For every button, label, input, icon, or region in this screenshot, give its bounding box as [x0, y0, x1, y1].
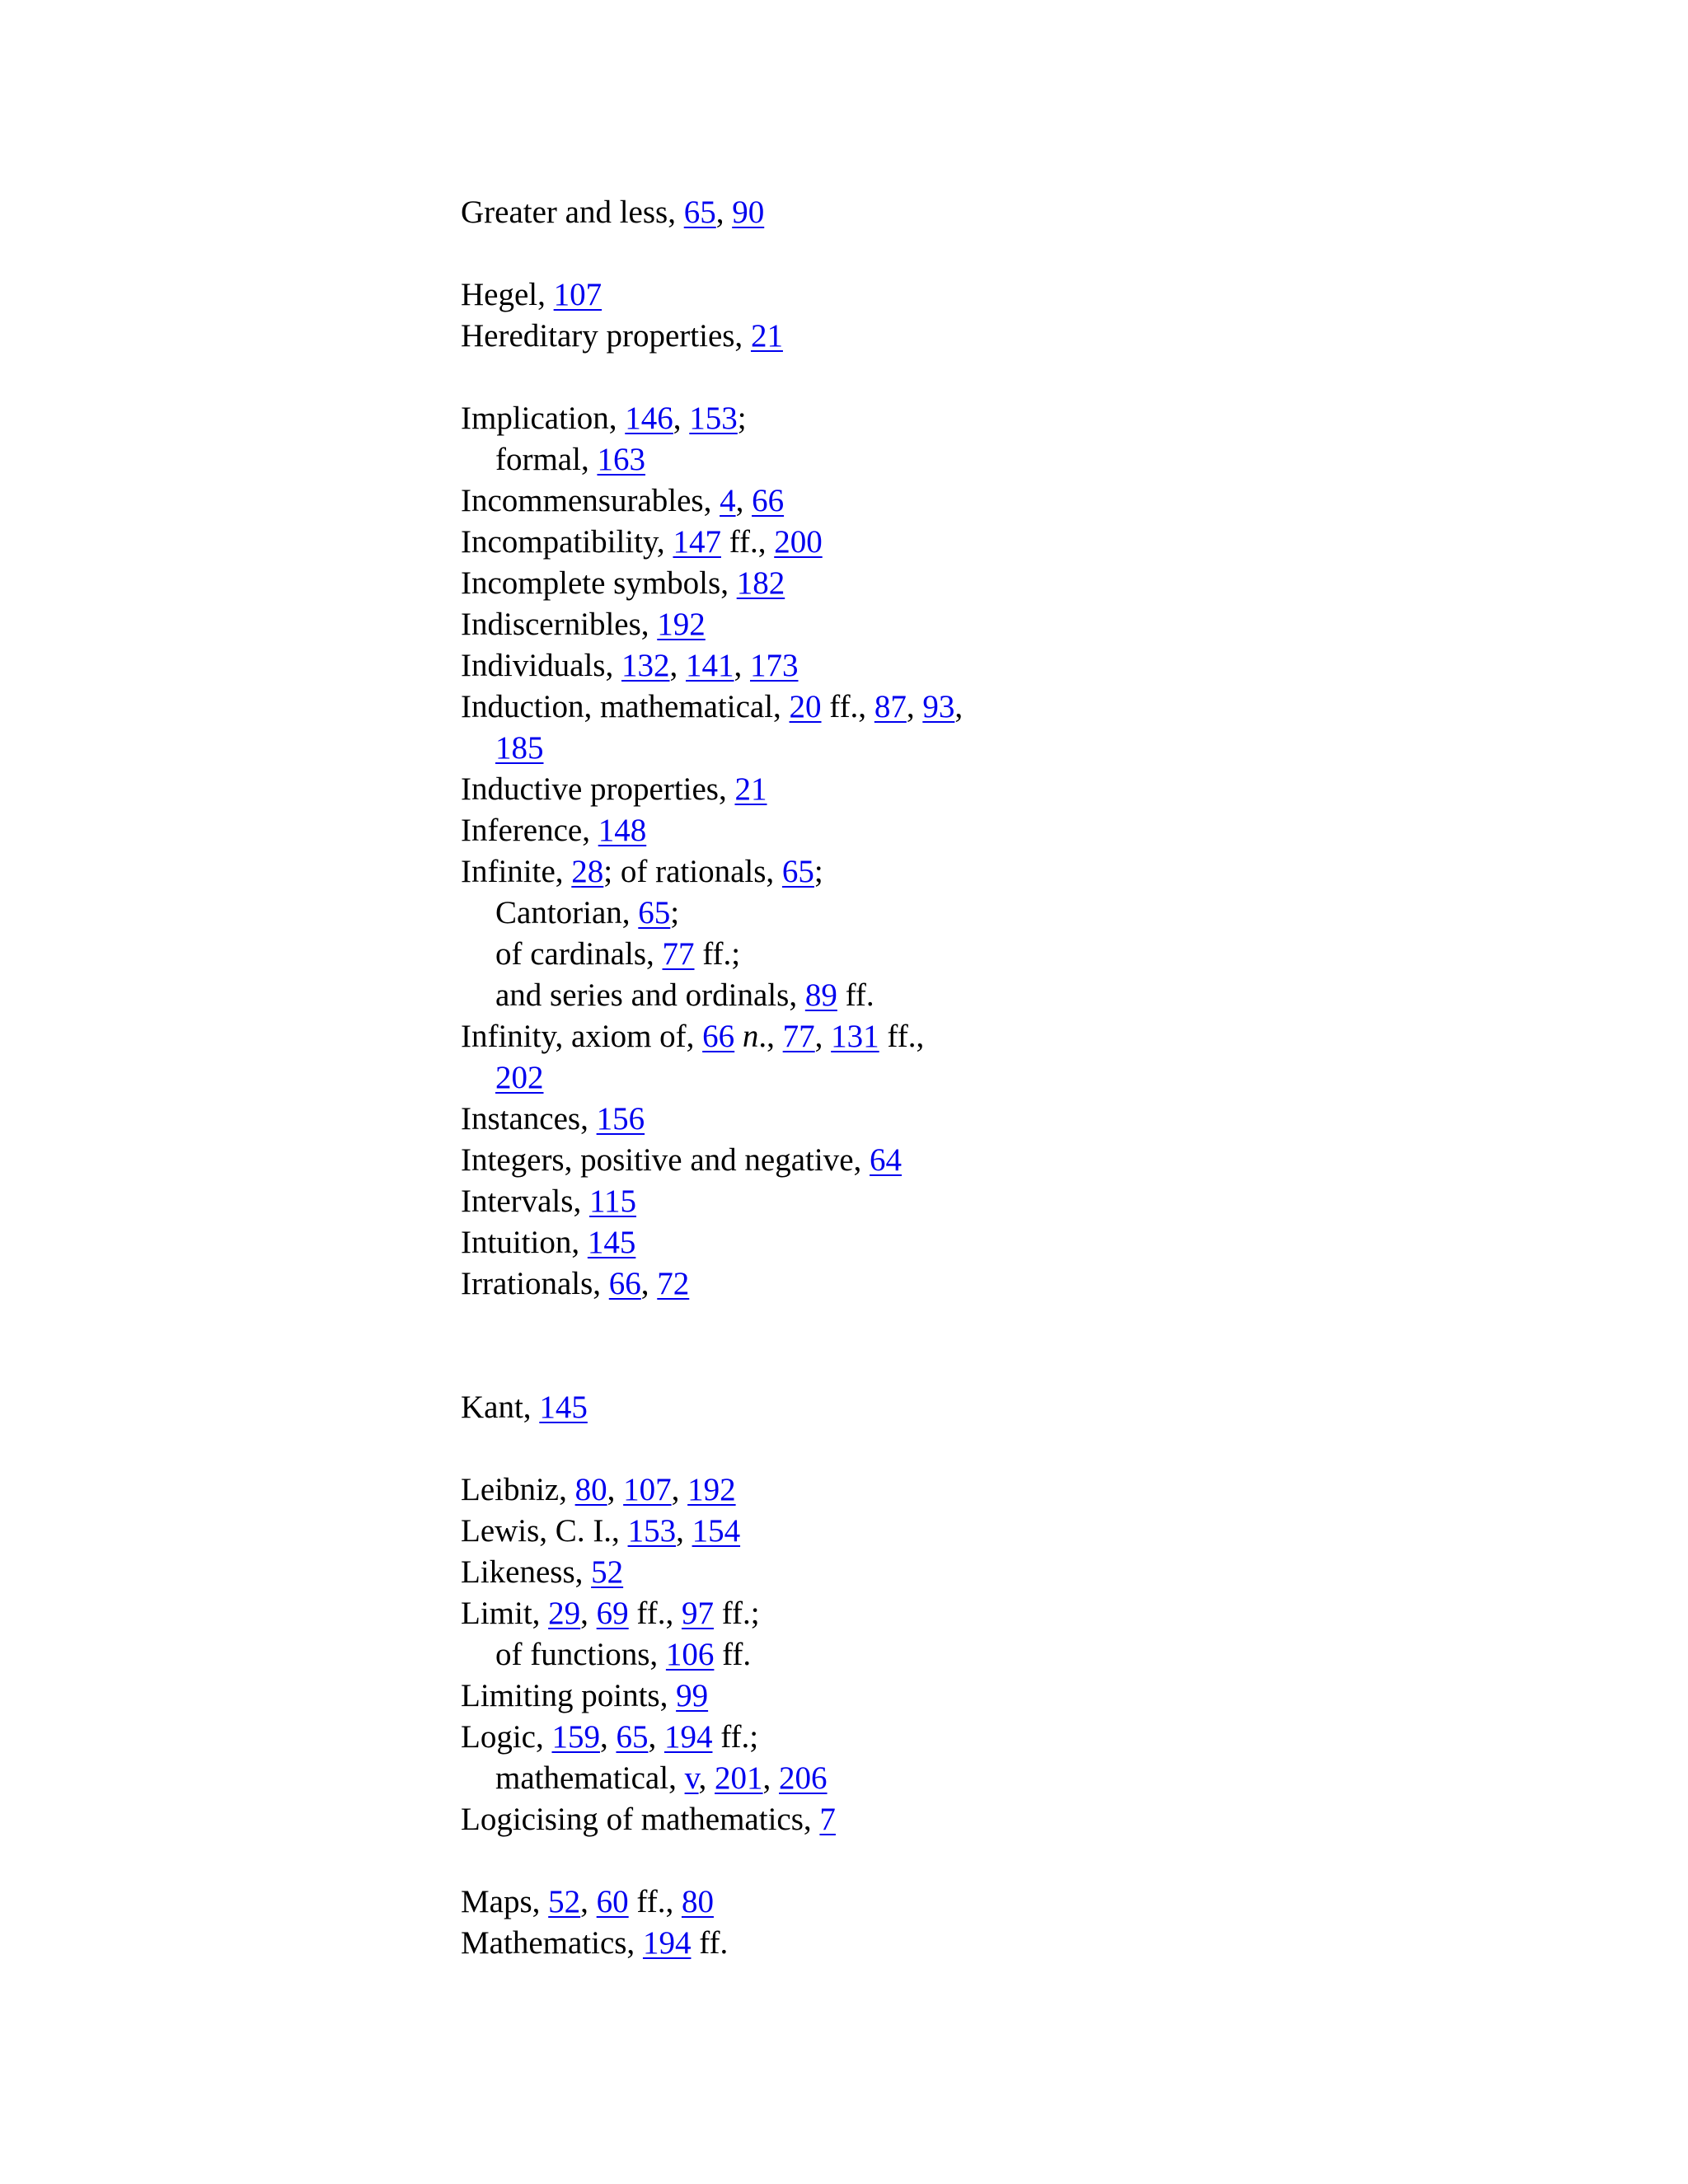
- entry-text: ,: [607, 1472, 624, 1507]
- index-entry: [461, 810, 1532, 851]
- section-gap: [461, 1428, 1532, 1469]
- page-link[interactable]: 115: [588, 1183, 637, 1219]
- index-subentry: [461, 1634, 1532, 1675]
- page-link[interactable]: 131: [831, 1019, 879, 1054]
- index-subentry: [461, 1057, 1532, 1099]
- page-link[interactable]: 106: [665, 1637, 715, 1672]
- index-entry: [461, 1016, 1532, 1057]
- index-entry: [461, 1469, 1532, 1511]
- entry-text: ,: [715, 194, 733, 230]
- entry-text: Kant,: [461, 1390, 540, 1425]
- page-link[interactable]: 159: [551, 1719, 600, 1755]
- page-link[interactable]: 20: [789, 689, 822, 724]
- entry-text: Mathematics,: [461, 1925, 643, 1961]
- entry-text: ;: [814, 854, 823, 889]
- page-link[interactable]: 64: [870, 1142, 903, 1178]
- page-link[interactable]: 80: [681, 1884, 714, 1919]
- entry-text: Indiscernibles,: [461, 607, 658, 642]
- page-link[interactable]: 77: [782, 1019, 815, 1054]
- entry-text: Lewis, C. I.,: [461, 1513, 628, 1549]
- entry-text: Logic,: [461, 1719, 552, 1755]
- page-link[interactable]: 154: [692, 1513, 741, 1549]
- entry-text: ,: [599, 1719, 617, 1755]
- page-link[interactable]: 145: [587, 1225, 636, 1260]
- page-link[interactable]: 89: [804, 977, 837, 1013]
- page-link[interactable]: 182: [736, 565, 785, 601]
- page-link[interactable]: 132: [621, 648, 670, 683]
- entry-text: Greater and less,: [461, 194, 684, 230]
- page-link[interactable]: 21: [734, 771, 767, 807]
- entry-text: Intervals,: [461, 1183, 589, 1219]
- entry-text: ff.,: [879, 1019, 925, 1054]
- entry-text: ,: [676, 1513, 692, 1549]
- page-link[interactable]: 52: [548, 1884, 581, 1919]
- index-page: [461, 192, 1532, 1964]
- entry-text: Instances,: [461, 1101, 597, 1137]
- entry-text: ,: [698, 1760, 715, 1796]
- index-entry: [461, 604, 1532, 645]
- entry-text: ,: [580, 1884, 597, 1919]
- page-link[interactable]: 145: [539, 1390, 588, 1425]
- index-entry: [461, 851, 1532, 893]
- index-subentry: [461, 975, 1532, 1016]
- page-link[interactable]: 99: [676, 1678, 709, 1713]
- entry-text: mathematical,: [495, 1760, 685, 1796]
- index-subentry: [461, 1758, 1532, 1799]
- index-section-m: [461, 1882, 1532, 1964]
- index-subentry: [461, 728, 1532, 769]
- index-subentry: [461, 439, 1532, 480]
- page-link[interactable]: 77: [662, 936, 695, 972]
- entry-text: Infinite,: [461, 854, 572, 889]
- page-link[interactable]: 153: [689, 401, 738, 436]
- page-link[interactable]: 147: [673, 524, 721, 560]
- entry-text: ,: [673, 401, 690, 436]
- entry-text: ; of rationals,: [603, 854, 782, 889]
- index-entry: [461, 1222, 1532, 1263]
- page-link[interactable]: 201: [715, 1760, 763, 1796]
- page-link[interactable]: 65: [683, 194, 716, 230]
- entry-text: Intuition,: [461, 1225, 588, 1260]
- entry-text: ,: [669, 648, 686, 683]
- page-link[interactable]: 52: [591, 1554, 624, 1590]
- entry-text: Inference,: [461, 813, 598, 848]
- index-entry: [461, 522, 1532, 563]
- page-link[interactable]: 93: [922, 689, 955, 724]
- index-entry: [461, 1140, 1532, 1181]
- entry-text: ff.,: [720, 524, 775, 560]
- page-link[interactable]: 153: [627, 1513, 677, 1549]
- entry-text: Hereditary properties,: [461, 318, 751, 354]
- section-gap: [461, 1840, 1532, 1882]
- entry-text: ff.,: [628, 1596, 682, 1631]
- entry-text: ff.: [691, 1925, 729, 1961]
- page-link[interactable]: 66: [752, 483, 785, 518]
- entry-text: ,: [580, 1596, 597, 1631]
- entry-text: Logicising of mathematics,: [461, 1802, 820, 1837]
- page-link[interactable]: 107: [623, 1472, 672, 1507]
- entry-text: ff.,: [821, 689, 874, 724]
- entry-text: ff.: [837, 977, 874, 1013]
- index-entry: [461, 1099, 1532, 1140]
- index-entry: [461, 1799, 1532, 1840]
- entry-text: ,: [906, 689, 923, 724]
- page-link[interactable]: 65: [616, 1719, 649, 1755]
- page-link[interactable]: 66: [608, 1266, 641, 1301]
- index-entry: [461, 1675, 1532, 1717]
- page-link[interactable]: 173: [749, 648, 799, 683]
- section-gap: [461, 233, 1532, 274]
- entry-text: ,: [735, 483, 753, 518]
- index-entry: [461, 1263, 1532, 1305]
- index-entry: [461, 1923, 1532, 1964]
- entry-text: Irrationals,: [461, 1266, 609, 1301]
- page-link[interactable]: 29: [548, 1596, 581, 1631]
- entry-text: Likeness,: [461, 1554, 592, 1590]
- index-section-h: [461, 274, 1532, 357]
- page-link[interactable]: 4: [720, 483, 736, 518]
- page-link[interactable]: 148: [598, 813, 647, 848]
- page-link[interactable]: 141: [685, 648, 734, 683]
- page-link[interactable]: 192: [687, 1472, 736, 1507]
- index-section-i: [461, 398, 1532, 1305]
- index-entry: [461, 563, 1532, 604]
- entry-text: ff.;: [712, 1719, 759, 1755]
- page-link[interactable]: 185: [495, 730, 544, 766]
- entry-text: of cardinals,: [495, 936, 663, 972]
- page-link[interactable]: 21: [750, 318, 783, 354]
- index-entry: [461, 1181, 1532, 1222]
- page-link[interactable]: 87: [874, 689, 907, 724]
- page-link[interactable]: 194: [642, 1925, 692, 1961]
- section-gap: [461, 357, 1532, 398]
- page-link[interactable]: 192: [657, 607, 706, 642]
- entry-text: Limit,: [461, 1596, 549, 1631]
- entry-text: ,: [762, 1760, 780, 1796]
- page-link[interactable]: 65: [781, 854, 814, 889]
- entry-text: ,: [954, 689, 964, 724]
- entry-text: ,: [814, 1019, 832, 1054]
- entry-text: ;: [737, 401, 747, 436]
- index-entry: [461, 769, 1532, 810]
- entry-text: Limiting points,: [461, 1678, 677, 1713]
- page-link[interactable]: 7: [819, 1802, 836, 1837]
- index-section-k: [461, 1387, 1532, 1428]
- entry-text: Induction, mathematical,: [461, 689, 790, 724]
- entry-text: ,: [648, 1719, 664, 1755]
- page-link[interactable]: v: [684, 1760, 699, 1796]
- note-marker: n: [742, 1019, 759, 1054]
- entry-text: Integers, positive and negative,: [461, 1142, 870, 1178]
- entry-text: Individuals,: [461, 648, 621, 683]
- entry-text: Leibniz,: [461, 1472, 575, 1507]
- entry-text: Incompatibility,: [461, 524, 673, 560]
- page-link[interactable]: 65: [638, 895, 671, 930]
- entry-text: formal,: [495, 442, 598, 477]
- entry-text: ff.,: [628, 1884, 682, 1919]
- page-link[interactable]: 72: [657, 1266, 690, 1301]
- entry-text: Maps,: [461, 1884, 549, 1919]
- entry-text: ;: [670, 895, 680, 930]
- page-link[interactable]: 146: [625, 401, 673, 436]
- index-entry: [461, 1593, 1532, 1634]
- entry-text: ,: [671, 1472, 688, 1507]
- entry-text: ,: [734, 648, 750, 683]
- entry-text: and series and ordinals,: [495, 977, 805, 1013]
- index-entry: [461, 1717, 1532, 1758]
- index-section-g: [461, 192, 1532, 233]
- page-link[interactable]: 69: [596, 1596, 629, 1631]
- index-entry: [461, 645, 1532, 687]
- index-subentry: [461, 893, 1532, 934]
- page-link[interactable]: 200: [774, 524, 823, 560]
- index-subentry: [461, 934, 1532, 975]
- entry-text: .,: [758, 1019, 783, 1054]
- index-entry: [461, 687, 1532, 728]
- entry-text: of functions,: [495, 1637, 666, 1672]
- page-link[interactable]: 66: [702, 1019, 735, 1054]
- entry-text: Incommensurables,: [461, 483, 720, 518]
- index-entry: [461, 1511, 1532, 1552]
- index-entry: [461, 1387, 1532, 1428]
- page-link[interactable]: 107: [553, 277, 603, 312]
- entry-text: ff.;: [694, 936, 741, 972]
- index-section-l: [461, 1469, 1532, 1840]
- entry-text: Infinity, axiom of,: [461, 1019, 703, 1054]
- index-entry: [461, 316, 1532, 357]
- page-link[interactable]: 90: [732, 194, 765, 230]
- entry-text: ,: [640, 1266, 658, 1301]
- entry-text: Incomplete symbols,: [461, 565, 737, 601]
- index-entry: [461, 274, 1532, 316]
- entry-text: ff.: [714, 1637, 752, 1672]
- page-link[interactable]: 60: [596, 1884, 629, 1919]
- entry-text: Implication,: [461, 401, 626, 436]
- page-link[interactable]: 156: [596, 1101, 645, 1137]
- page-link[interactable]: 202: [495, 1060, 544, 1095]
- page-link[interactable]: 163: [597, 442, 645, 477]
- index-entry: [461, 398, 1532, 439]
- page-link[interactable]: 194: [663, 1719, 713, 1755]
- index-entry: [461, 192, 1532, 233]
- entry-text: Cantorian,: [495, 895, 639, 930]
- entry-text: [734, 1019, 743, 1054]
- page-link[interactable]: 80: [574, 1472, 607, 1507]
- section-gap: [461, 1305, 1532, 1387]
- page-link[interactable]: 28: [571, 854, 604, 889]
- index-entry: [461, 480, 1532, 522]
- entry-text: ff.;: [713, 1596, 760, 1631]
- page-link[interactable]: 206: [779, 1760, 828, 1796]
- entry-text: Inductive properties,: [461, 771, 735, 807]
- entry-text: Hegel,: [461, 277, 554, 312]
- page-link[interactable]: 97: [681, 1596, 714, 1631]
- index-entry: [461, 1552, 1532, 1593]
- index-entry: [461, 1882, 1532, 1923]
